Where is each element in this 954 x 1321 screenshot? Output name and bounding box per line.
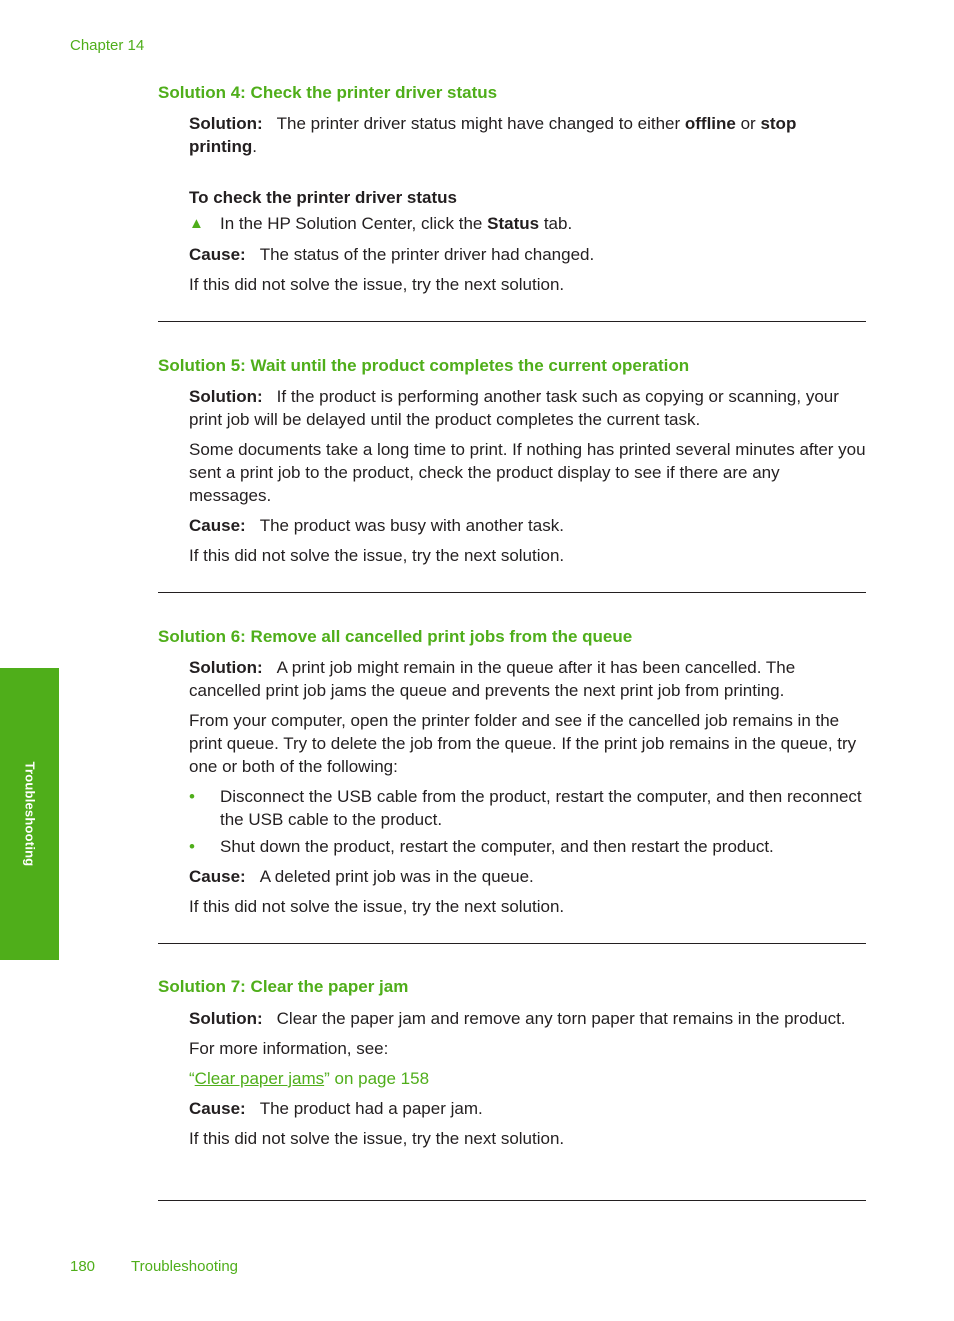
cause-text: Cause: The status of the printer driver had changed. [189,245,595,264]
bullet-icon: • [189,787,195,806]
footer-section-name: Troubleshooting [131,1258,239,1275]
page-number: 180 [70,1258,96,1275]
triangle-bullet-icon: ▲ [189,215,204,232]
procedure-step: ▲ In the HP Solution Center, click the Status tab. [189,214,573,233]
next-solution-text: If this did not solve the issue, try the next solution. [189,1129,565,1148]
solution-5-section [158,355,866,574]
solution-6-paragraph: From your computer, open the printer folder and see if the cancelled job remains in the print queue. Try to delete the job from the queue. If the print job remains in the queue, try one or both of the following: [189,711,857,776]
solution-5-title: Solution 5: Wait until the product completes the current operation [158,356,690,375]
solution-6-title: Solution 6: Remove all cancelled print jobs from the queue [158,627,633,646]
section-divider [158,943,866,944]
solution-6-text: Solution: A print job might remain in the queue after it has been cancelled. The cancelled print job jams the queue and prevents the next print job from printing. [189,658,796,700]
section-divider [158,592,866,593]
next-solution-text: If this did not solve the issue, try the next solution. [189,275,565,294]
cause-text: Cause: The product had a paper jam. [189,1099,483,1118]
solution-label: Solution: [189,114,263,133]
solution-5-text: Solution: If the product is performing another task such as copying or scanning, your print job will be delayed until the product completes the current task. [189,387,839,429]
bullet-icon: • [189,837,195,856]
side-tab-label: Troubleshooting [22,761,37,867]
cause-text: Cause: A deleted print job was in the queue. [189,867,534,886]
solution-4-text: Solution: The printer driver status might have changed to either offline or stop printing. [189,114,797,156]
solution-6-section [158,626,866,925]
chapter-header: Chapter 14 [70,37,145,54]
list-item: • Shut down the product, restart the computer, and then restart the product. [189,837,774,856]
section-divider [158,1200,866,1201]
solution-7-section [158,976,866,1157]
next-solution-text: If this did not solve the issue, try the next solution. [189,897,565,916]
next-solution-text: If this did not solve the issue, try the next solution. [189,546,565,565]
solution-7-text: Solution: Clear the paper jam and remove any torn paper that remains in the product. [189,1009,846,1028]
solution-5-paragraph: Some documents take a long time to print. If nothing has printed several minutes after you sent a print job to the product, check the product display to see if there are any messages. [189,440,866,505]
solution-4-section [158,82,866,303]
clear-paper-jams-link[interactable]: “Clear paper jams” on page 158 [189,1069,430,1088]
section-divider [158,321,866,322]
solution-4-title: Solution 4: Check the printer driver status [158,83,498,102]
cause-text: Cause: The product was busy with another task. [189,516,564,535]
side-tab [0,668,59,960]
solution-7-title: Solution 7: Clear the paper jam [158,977,409,996]
list-item: • Disconnect the USB cable from the product, restart the computer, and then reconnect the USB cable to the product. [189,787,862,829]
more-info-text: For more information, see: [189,1039,389,1058]
procedure-heading: To check the printer driver status [189,188,457,207]
